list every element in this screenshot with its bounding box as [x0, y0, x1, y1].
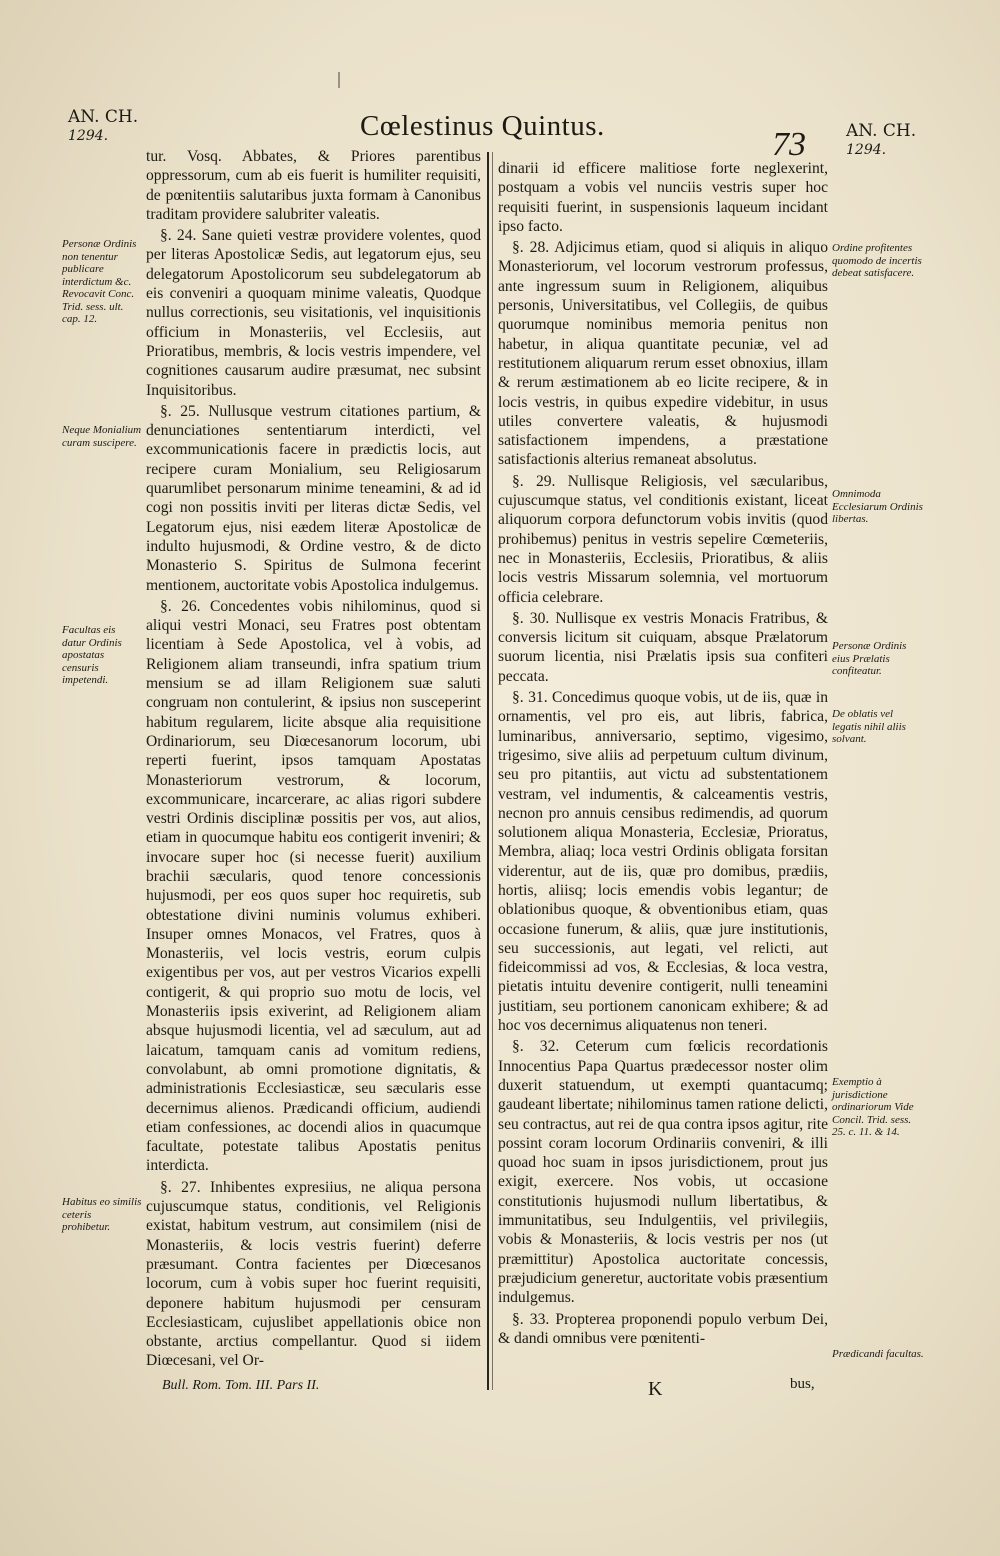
paragraph-32: §. 32. Ceterum cum fœlicis recordationis Innocentius Papa Quartus prædecessor noster olim duxerit statuendum, ut exempti quantacumq; gaudeant libertate; nihilominus tamen ratione delicti, seu contractus, aut rei de qua contra ipsos agitur, rite possint coram locorum Ordinariis conveniri, & illi quoad hoc suam in ipsos jurisdictionem, prout jus exigit, exercere. Nos vobis, ut occasione constitutionis hujusmodi nullum libertatibus, & immunitatibus, seu Indulgentiis, vel privilegiis, vobis & Monasteriis, & locis vestris per nos (ut præmittitur) Apostolica auctoritate concessis, præjudicium generetur, auctoritate vobis præsentium indulgemus. [498, 1038, 828, 1307]
left-column [146, 147, 481, 1387]
margin-note: Habitus eo similis ceteris prohibetur. [62, 1196, 142, 1233]
paragraph-29: §. 29. Nullisque Religiosis, vel sæcularibus, cujuscumque status, vel conditionis existant, liceat aliquorum corpora defunctorum vobis invitis (quod prohibemus) penitus in vestris sepelire Cœmeteriis, nec in Monasteriis, Ecclesiis, Prioratibus, & aliis locis vestris Missarum solemnia, vel mortuorum officia celebrare. [498, 472, 828, 606]
year-right: 1294. [846, 142, 887, 158]
margin-mark [338, 72, 340, 88]
signature-mark: K [648, 1378, 663, 1400]
right-column [498, 159, 828, 1399]
year-marker-left [68, 108, 138, 146]
year-left: 1294. [68, 128, 109, 144]
column-divider-secondary [492, 152, 493, 1390]
paragraph-26: §. 26. Concedentes vobis nihilominus, quod si aliqui vestri Monaci, seu Fratres post obtentam licentiam à Sede Apostolica, vel à vobis, ad Religionem aliam transeundi, infra spatium trium mensium se ad illam Religionem suæ saluti congruam non contulerint, & ipsius non susceperint habitum regularem, licite absque alia requisitione Ordinariorum, seu Diœcesanorum locorum, ubi reperti fuerint, ipsos tamquam Apostatas Monasteriorum vestrorum, & locorum, excommunicare, incarcerare, ac alias rigori subdere vestri Ordinis disciplinæ possitis per vos, aut alios, etiam in quocumque habitu eos contigerit inveniri; & invocare super hoc (si necesse fuerit) auxilium brachii sæcularis, quod tenore concessionis hujusmodi, per eos quos super hoc requiretis, sub obtestatione divini numinis volumus exhiberi. Insuper omnes Monacos, vel Fratres, quos à Monasteriis, vel locis vestris, eorum culpis exigentibus per vos, aut per vestros Vicarios expelli contigerit, & qui proprio suo motu de locis, vel Monasteriis ipsis exiverint, ad Religionem aliam absque hujusmodi licentia, vel ad sæculum, aut ad laicatum, tamquam canis ad vomitum rediens, convolabunt, ab omni promotione dignitatis, & administrationis Ecclesiasticæ, seu sæcularis esse decernimus alienos. Prædicandi officium, audiendi etiam confessiones, ac docendi alios in quacumque facultate, potestate talibus Apostatis penitus interdicta. [146, 597, 481, 1175]
year-marker-right [846, 122, 916, 160]
margin-note: Neque Monialium curam suscipere. [62, 424, 142, 449]
paragraph-27: §. 27. Inhibentes expresiius, ne aliqua persona cujuscumque status, conditionis, vel Religionis existat, habitum vestrum, aut consimilem (nisi de Monasteriis, & locis vestris fuerint) deferre præsumant. Contra facientes per Diœcesanos locorum, cum à vobis super hoc fuerint requisiti, deponere habitum hujusmodi per censuram Ecclesiasticam, cujuslibet appellationis obice non obstante, arctius compellantur. Quod si iidem Diœcesani, vel Or- [146, 1178, 481, 1370]
margin-note: Exemptio à jurisdictione ordinariorum Vide Concil. Trid. sess. 25. c. 11. & 14. [832, 1076, 914, 1138]
margin-note: Ordine profitentes quomodo de incertis debeat satisfacere. [832, 242, 922, 279]
margin-note: Personæ Ordinis non tenentur publicare interdictum &c. Revocavit Conc. Trid. sess. ult. cap. 12. [62, 238, 137, 325]
margin-note: Facultas eis datur Ordinis apostatas censuris impetendi. [62, 624, 122, 686]
paragraph-24: §. 24. Sane quieti vestræ providere volentes, quod per literas Apostolicæ Sedis, aut legatorum ejus, seu delegatorum Apostolicorum seu subdelegatorum ab eis conveniri a quoquam minime valeatis, Quodque nullus correctionis, seu visitationis, vel inquisitionis officium in Monasteriis, vel Ecclesiis, aut Prioratibus, membris, & locis vestris impendere, vel cognitiones causarum audire præsumat, nec subsint Inquisitoribus. [146, 227, 481, 399]
margin-note: De oblatis vel legatis nihil aliis solvant. [832, 708, 906, 745]
paragraph-30: §. 30. Nullisque ex vestris Monacis Fratribus, & conversis licitum sit cuiquam, absque Prælatorum suorum licentia, nisi Prælatis ipsis sua confiteri peccata. [498, 609, 828, 685]
paragraph-25: §. 25. Nullusque vestrum citationes partium, & denunciationes sententiarum interdicti, vel excommunicationis facere in prædictis locis, aut recipere curam Monialium, seu Religiosarum quarumlibet personarum minime teneamini, & ad id cogi non possitis inviti per literas dictæ Sedis, vel Legatorum ejus, nisi eædem literæ Apostolicæ de indulto hujusmodi, & Ordine vestro, & de dicto Monasterio S. Spiritus de Sulmona fecerint mentionem, auctoritate vobis Apostolica indulgemus. [146, 402, 481, 594]
signature-line: Bull. Rom. Tom. III. Pars II. [162, 1378, 320, 1393]
page-title: Cœlestinus Quintus. [360, 110, 605, 142]
margin-note: Personæ Ordinis eius Prælatis confiteatur. [832, 640, 907, 677]
catchword: bus, [790, 1376, 815, 1392]
paragraph-33: §. 33. Propterea proponendi populo verbum Dei, & dandi omnibus vere pœnitenti- [498, 1310, 828, 1347]
an-ch-label-right: AN. CH. [846, 121, 917, 141]
margin-note: Omnimoda Ecclesiarum Ordinis libertas. [832, 488, 923, 525]
paragraph-28: §. 28. Adjicimus etiam, quod si aliquis in aliquo Monasteriorum, vel locorum vestrorum professus, ante ingressum suum in Religionem, aliquibus personis, Universitatibus, vel Collegiis, de quibus quorumque nominibus memoria penitus non habetur, in aliqua quantitate pecuniæ, vel ad restitutionem aliquarum rerum esset obnoxius, illam & rerum æstimationem ab eo licite recipere, & in locis vestris, in quibus expedire videbitur, in usus utiles convertere valeatis, & hujusmodi satisfactionem impendens, a præstatione satisfactionis alterius remaneat absolutus. [498, 239, 828, 469]
page-number: 73 [772, 126, 806, 163]
paragraph-31: §. 31. Concedimus quoque vobis, ut de iis, quæ in ornamentis, vel pro eis, aut libris, fabrica, luminaribus, anniversario, septimo, vigesimo, trigesimo, sive aliis ad perpetuum cultum divinum, seu pro pitantiis, aut victu ad substentationem vestram, vel indumentis, & calceamentis vestris, necnon pro annuis censibus redimendis, ad quorum solutionem aliqua Monasteria, Ecclesiæ, Prioratus, Membra, aliaq; loca vestri Ordinis obligata forsitan viderentur, aut de iis, quæ pro domibus, prædiis, hortis, aliisq; locis emendis vobis legantur; de oblationibus quoque, & obventionibus etiam, quas occasione funerum, & aliis, quæ jure institutionis, seu successionis, aut legati, vel relicti, aut fideicommissi ad vos, & Ecclesias, & loca vestra, pietatis intuitu devenire contigerit, nulli teneamini justitiam, seu portionem canonicam exhibere; & ad hoc vos decernimus aliquatenus non teneri. [498, 689, 828, 1035]
paragraph: tur. Vosq. Abbates, & Priores parentibus oppressorum, cum ab eis fuerit is humiliter requisiti, de pœnitentiis salutaribus juxta formam à Canonibus traditam providere salubriter valeatis. [146, 148, 481, 223]
column-divider [487, 152, 489, 1390]
margin-note: Prædicandi facultas. [832, 1348, 924, 1360]
paragraph: dinarii id efficere malitiose forte neglexerint, postquam a vobis vel nunciis vestris super hoc requisiti fuerint, in suspensionis laqueum incidant ipso facto. [498, 160, 828, 235]
an-ch-label-left: AN. CH. [68, 107, 139, 127]
